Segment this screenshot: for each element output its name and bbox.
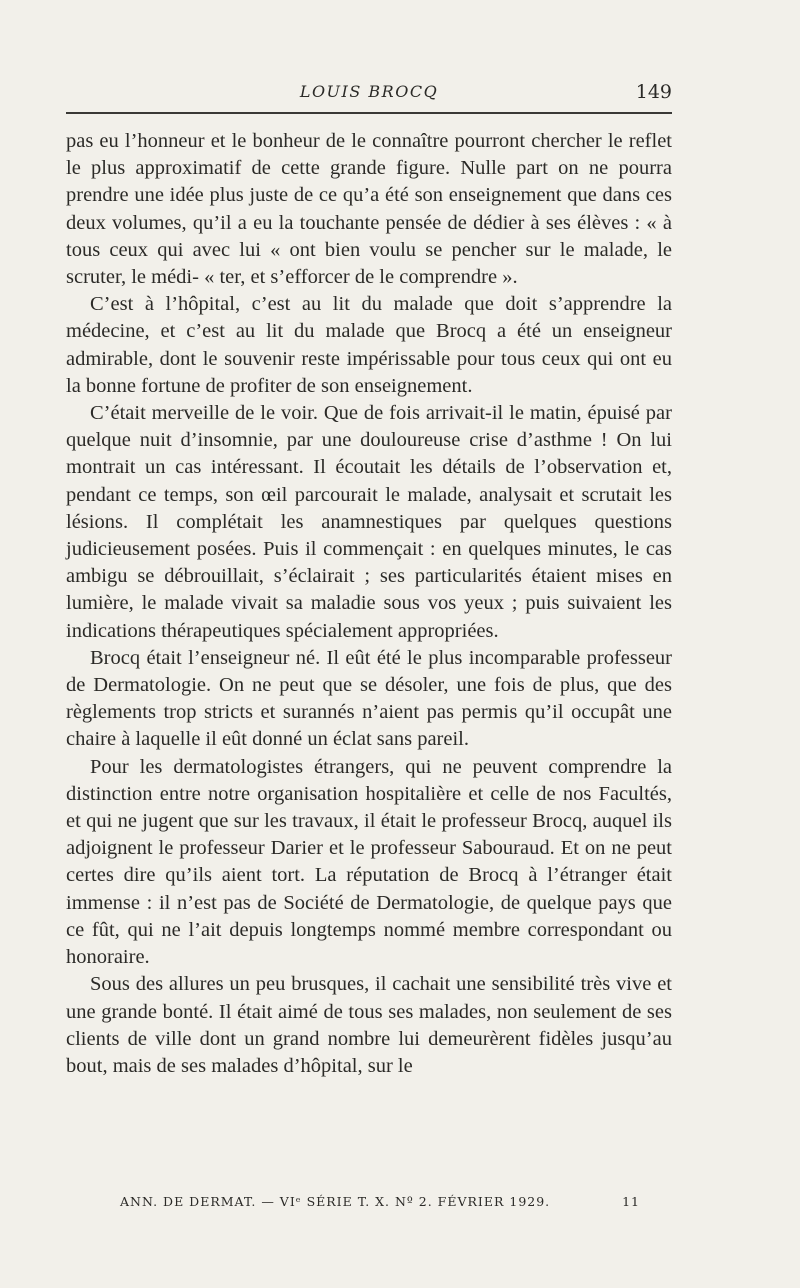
running-head xyxy=(66,80,672,108)
footer-signature-mark: 11 xyxy=(622,1194,640,1209)
body-text xyxy=(66,128,672,1080)
paragraph: pas eu l’honneur et le bonheur de le connaître pourront chercher le reflet le plus approximatif de cette grande figure. Nulle part on ne pourra prendre une idée plus juste de ce qu’a été son enseignement que dans ces deux volumes, qu’il a eu la touchante pensée de dédier à ses élèves : « à tous ceux qui avec lui « ont bien voulu se pencher sur le malade, le scruter, le médi- « ter, et s’efforcer de le comprendre ». xyxy=(66,130,672,289)
paragraph: Brocq était l’enseigneur né. Il eût été le plus incomparable professeur de Dermatologie. On ne peut que se désoler, une fois de plus, que des règlements trop stricts et surannés n’aient pas permis qu’il occupât une chaire à laquelle il eût donné un éclat sans pareil. xyxy=(66,646,672,751)
paragraph: C’est à l’hôpital, c’est au lit du malade que doit s’apprendre la médecine, et c’est au lit du malade que Brocq a été un enseigneur admirable, dont le souvenir reste impérissable pour tous ceux qui ont eu la bonne fortune de profiter de son enseignement. xyxy=(66,293,672,397)
footer-journal-reference: ANN. DE DERMAT. — VIᵉ SÉRIE T. X. Nº 2. FÉVRIER 1929. xyxy=(120,1194,551,1209)
paragraph: Sous des allures un peu brusques, il cachait une sensibilité très vive et une grande bonté. Il était aimé de tous ses malades, non seulement de ses clients de ville dont un grand nombre lui demeurèrent fidèles jusqu’au bout, mais de ses malades d’hôpital, sur le xyxy=(66,973,672,1077)
page-footer xyxy=(120,1192,640,1214)
paragraph: Pour les dermatologistes étrangers, qui ne peuvent comprendre la distinction entre notre organisation hospitalière et celle de nos Facultés, et qui ne jugent que sur les travaux, il était le professeur Brocq, auquel ils adjoignent le professeur Darier et le professeur Sabouraud. Et on ne peut certes dire qu’ils aient tort. La réputation de Brocq à l’étranger était immense : il n’est pas de Société de Dermatologie, de quelque pays que ce fût, qui ne l’ait depuis longtemps nommé membre correspondant ou honoraire. xyxy=(66,755,672,969)
running-head-title: LOUIS BROCQ xyxy=(299,82,439,101)
paragraph: C’était merveille de le voir. Que de fois arrivait-il le matin, épuisé par quelque nuit d’insomnie, par une douloureuse crise d’asthme ! On lui montrait un cas intéressant. Il écoutait les détails de l’observation et, pendant ce temps, son œil parcourait le malade, analysait et scrutait les lésions. Il complétait les anamnestiques par quelques questions judicieusement posées. Puis il commençait : en quelques minutes, le cas ambigu se débrouillait, s’éclairait ; ses particularités étaient mises en lumière, le malade vivait sa maladie sous vos yeux ; puis suivaient les indications thérapeutiques spécialement appropriées. xyxy=(66,402,672,642)
page-number: 149 xyxy=(635,81,672,103)
header-rule xyxy=(66,112,672,114)
